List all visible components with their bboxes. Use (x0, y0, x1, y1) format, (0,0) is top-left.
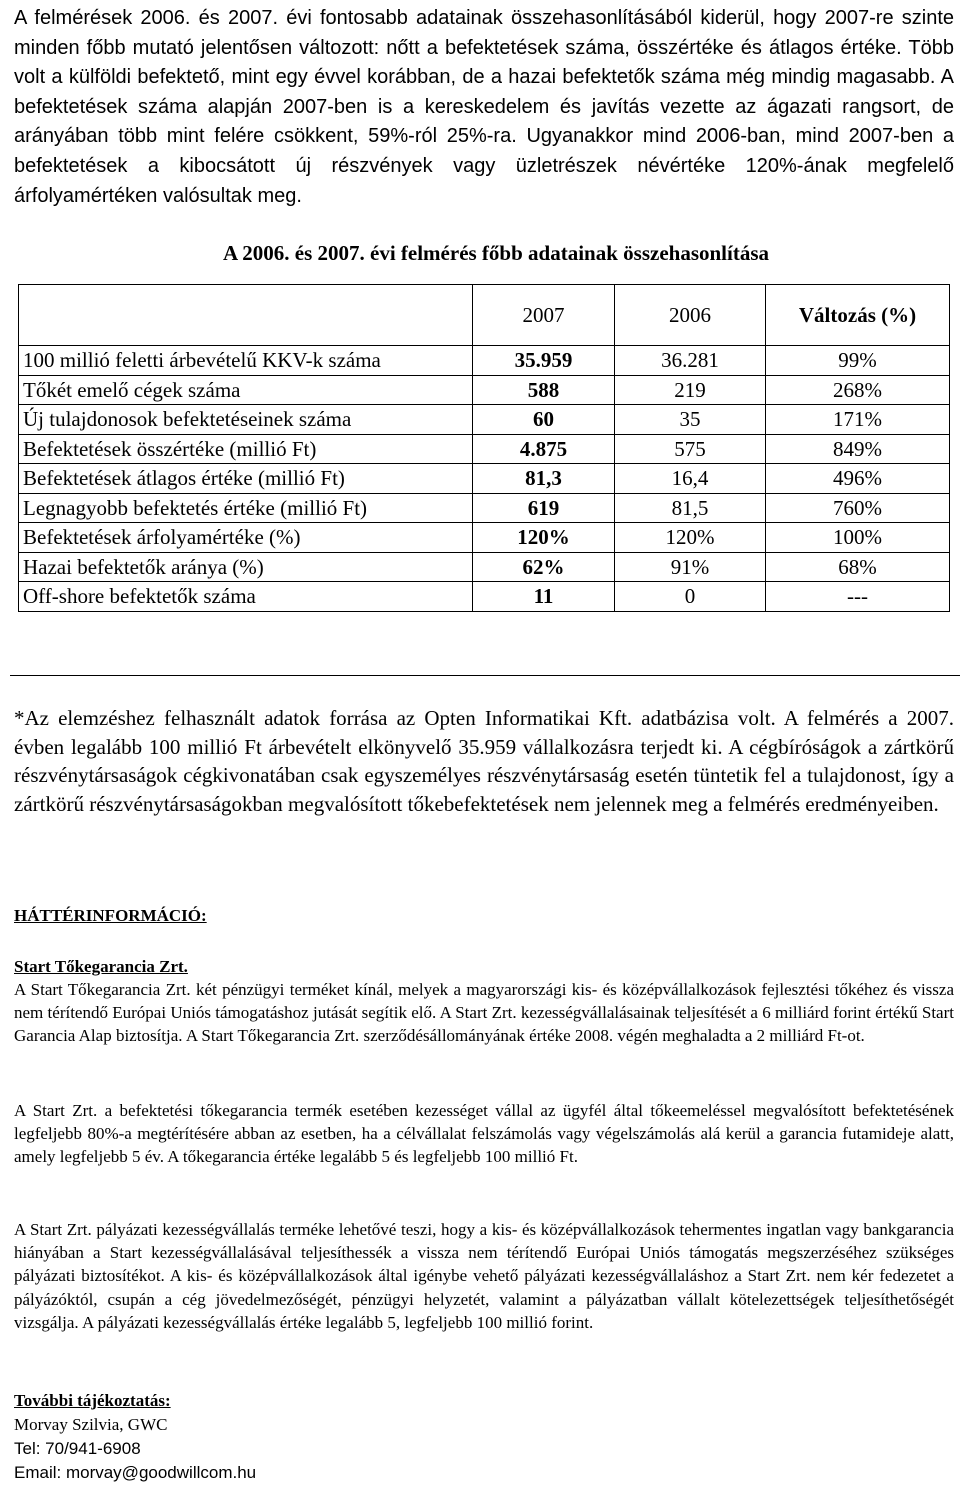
table-row (19, 464, 950, 494)
background-paragraph-1: A Start Tőkegarancia Zrt. két pénzügyi terméket kínál, melyek a magyarországi kis- és középvállalkozások fejlesztési tőkéhez és vissza nem térítendő Európai Uniós támogatáshoz jutását segítik elő. A Start Zrt. kezességvállalásainak teljesítését a 6 milliárd forint értékű Start Garancia Alap biztosítja. A Start Tőkegarancia Zrt. szerződésállományának értéke 2008. végén meghaladta a 2 milliárd Ft-ot. (14, 980, 954, 1046)
row-label: Új tulajdonosok befektetéseinek száma (19, 405, 473, 435)
row-value-2006: 120% (615, 523, 766, 553)
header-change: Változás (%) (766, 285, 950, 346)
comparison-table (18, 284, 950, 612)
table-header-row (19, 285, 950, 346)
company-title (14, 955, 954, 978)
header-2007: 2007 (473, 285, 615, 346)
row-label: Befektetések árfolyamértéke (%) (19, 523, 473, 553)
row-label: Tőkét emelő cégek száma (19, 375, 473, 405)
contact-name: Morvay Szilvia, GWC (14, 1415, 168, 1434)
row-change: 849% (766, 434, 950, 464)
background-paragraph-2: A Start Zrt. a befektetési tőkegarancia termék esetében kezességet vállal az ügyfél által tőkeemeléssel megvalósított befektetésének legfeljebb 80%-a megtérítésére abban az esetben, ha a célvállalat felszámolás vagy végelszámolás alá kerül a garancia futamideje alatt, amely legfeljebb 5 év. A tőkegarancia értéke legalább 5 és legfeljebb 100 millió Ft. (14, 1101, 954, 1167)
row-value-2007: 619 (473, 493, 615, 523)
contact-tel: Tel: 70/941-6908 (14, 1439, 141, 1458)
row-value-2007: 120% (473, 523, 615, 553)
row-label: Befektetések összértéke (millió Ft) (19, 434, 473, 464)
row-value-2006: 219 (615, 375, 766, 405)
row-value-2006: 81,5 (615, 493, 766, 523)
row-change: 496% (766, 464, 950, 494)
row-change: 760% (766, 493, 950, 523)
header-empty-cell (19, 285, 473, 346)
footnote-divider (10, 675, 960, 676)
footnote-paragraph: *Az elemzéshez felhasznált adatok forrása az Opten Informatikai Kft. adatbázisa volt. A felmérés a 2007. évben legalább 100 millió Ft árbevételt elkönyvelő 35.959 vállalkozásra terjedt ki. A cégbíróságok a zártkörű részvénytársaságok cégkivonatában csak egyszemélyes részvénytársaság esetén tüntetik fel a tulajdonost, így a zártkörű részvénytársaságokban megvalósított tőkebefektetések nem jelennek meg a felmérés eredményeiben. (14, 706, 954, 816)
contact-email[interactable]: Email: morvay@goodwillcom.hu (14, 1463, 257, 1482)
table-row (19, 405, 950, 435)
row-value-2006: 36.281 (615, 346, 766, 376)
row-change: 171% (766, 405, 950, 435)
table-row (19, 582, 950, 612)
document-page (14, 4, 954, 1482)
table-title: A 2006. és 2007. évi felmérés főbb adatainak összehasonlítása (223, 241, 769, 266)
contact-block (14, 1389, 256, 1485)
table-row (19, 375, 950, 405)
row-value-2006: 35 (615, 405, 766, 435)
intro-paragraph: A felmérések 2006. és 2007. évi fontosabb adatainak összehasonlításából kiderül, hogy 2007-re szinte minden főbb mutató jelentősen változott: nőtt a befektetések száma, összértéke és átlagos értéke. Több volt a külföldi befektető, mint egy évvel korábban, de a hazai befektetők száma még mindig magasabb. A befektetések száma alapján 2007-ben is a kereskedelem és javítás vezette az ágazati rangsort, de arányában több mint felére csökkent, 59%-ról 25%-ra. Ugyanakkor mind 2006-ban, mind 2007-ben a befektetések a kibocsátott új részvények vagy üzletrészek névértéke 120%-ának megfelelő árfolyamértéken valósultak meg. (14, 7, 954, 207)
background-heading: HÁTTÉRINFORMÁCIÓ: (14, 906, 207, 925)
row-value-2006: 575 (615, 434, 766, 464)
row-label: Befektetések átlagos értéke (millió Ft) (19, 464, 473, 494)
row-label: Legnagyobb befektetés értéke (millió Ft) (19, 493, 473, 523)
row-value-2007: 11 (473, 582, 615, 612)
row-value-2007: 60 (473, 405, 615, 435)
row-change: 68% (766, 552, 950, 582)
row-label: Off-shore befektetők száma (19, 582, 473, 612)
header-2006: 2006 (615, 285, 766, 346)
row-value-2007: 81,3 (473, 464, 615, 494)
row-value-2007: 4.875 (473, 434, 615, 464)
table-row (19, 523, 950, 553)
row-change: --- (766, 582, 950, 612)
row-value-2007: 35.959 (473, 346, 615, 376)
company-title-text: Start Tőkegarancia Zrt. (14, 957, 188, 976)
table-row (19, 493, 950, 523)
row-change: 100% (766, 523, 950, 553)
table-row (19, 552, 950, 582)
row-value-2007: 62% (473, 552, 615, 582)
contact-heading: További tájékoztatás: (14, 1391, 171, 1410)
table-row (19, 346, 950, 376)
row-value-2006: 0 (615, 582, 766, 612)
row-label: 100 millió feletti árbevételű KKV-k száma (19, 346, 473, 376)
row-value-2006: 91% (615, 552, 766, 582)
row-change: 268% (766, 375, 950, 405)
row-change: 99% (766, 346, 950, 376)
row-label: Hazai befektetők aránya (%) (19, 552, 473, 582)
row-value-2007: 588 (473, 375, 615, 405)
row-value-2006: 16,4 (615, 464, 766, 494)
table-row (19, 434, 950, 464)
background-paragraph-3: A Start Zrt. pályázati kezességvállalás terméke lehetővé teszi, hogy a kis- és középvállalkozások tehermentes ingatlan vagy bankgarancia hiányában a Start kezességvállalásával teljesíthessék a vissza nem térítendő Európai Uniós támogatás megszerzéséhez szükséges pályázati biztosítékot. A kis- és középvállalkozások által igénybe vehető pályázati kezességvállaláshoz a Start Zrt. nem kér fedezetet a pályázóktól, csupán a cég jövedelmezőségét, pénzügyi helyzetét, valamint a pályázatban vállalt kötelezettségek teljesíthetőségét vizsgálja. A pályázati kezességvállalás értéke legalább 5, legfeljebb 100 millió forint. (14, 1220, 954, 1332)
